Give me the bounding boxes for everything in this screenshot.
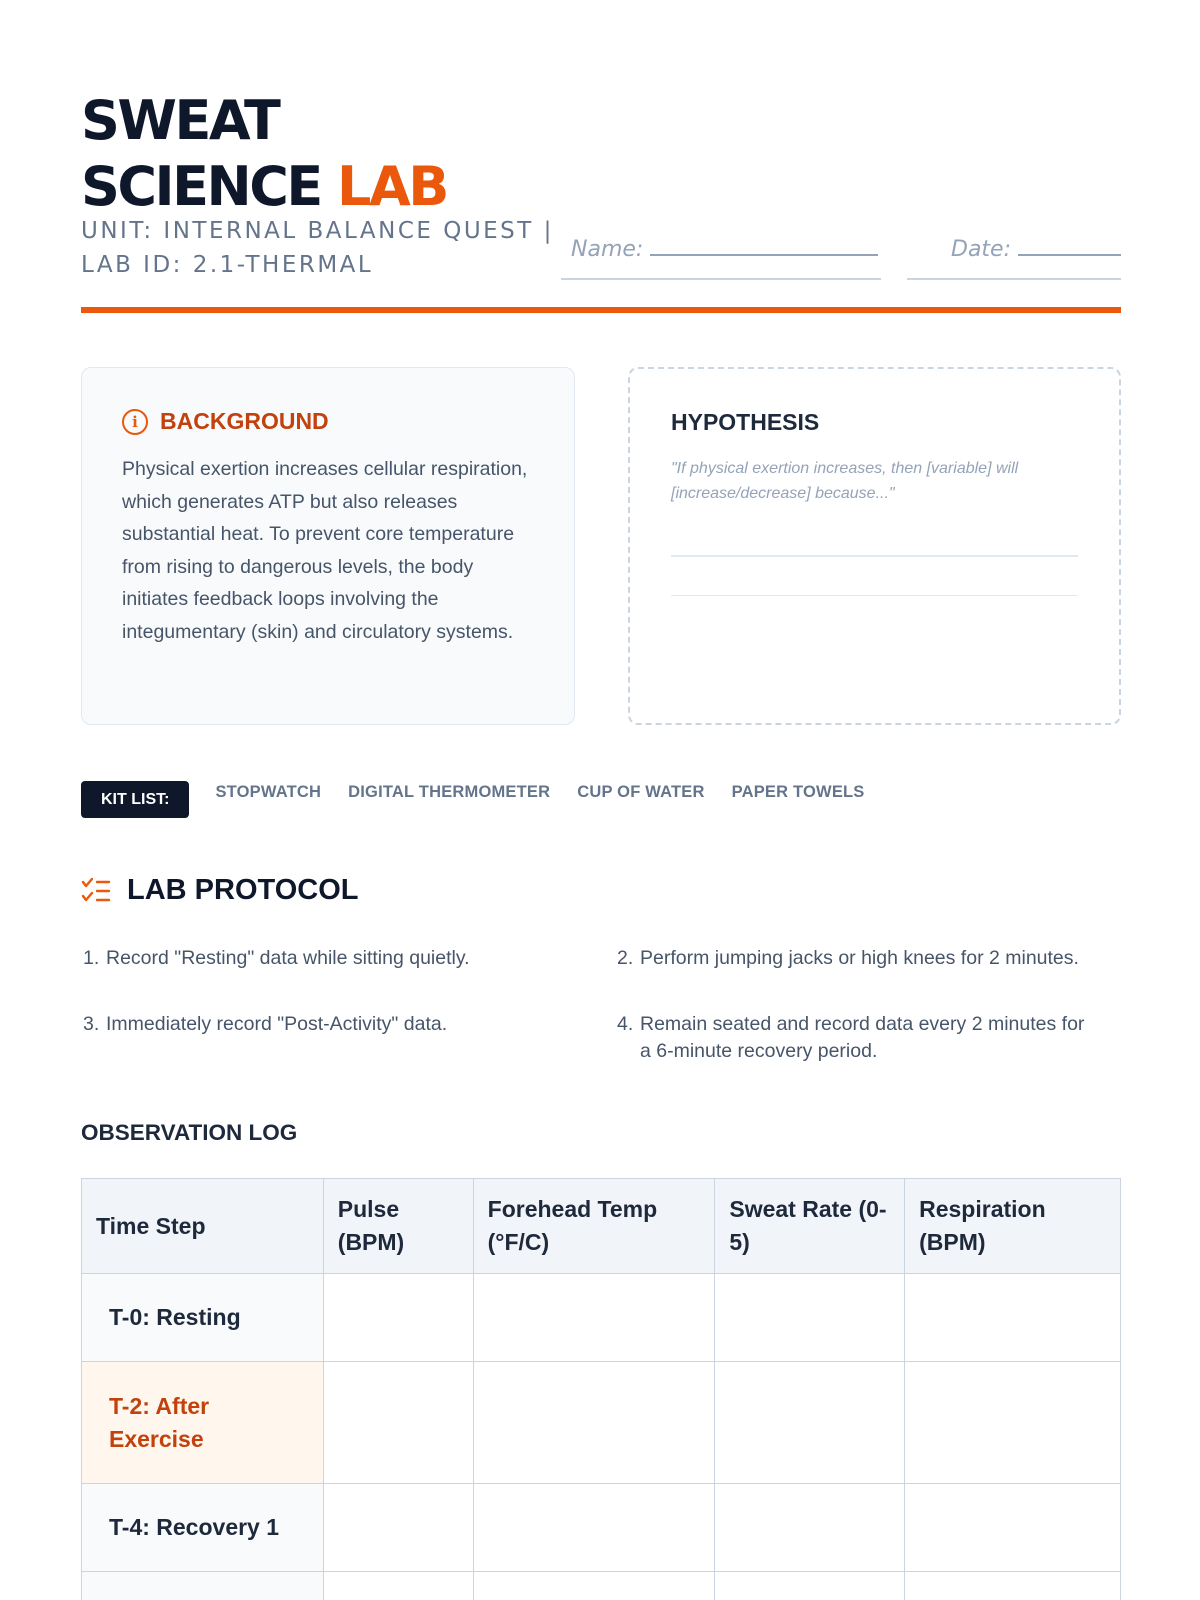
table-row	[82, 1572, 1121, 1600]
hypothesis-card[interactable]	[628, 367, 1121, 725]
row-label: T-4: Recovery 1	[82, 1484, 324, 1572]
column-header: Respiration (BPM)	[905, 1179, 1121, 1274]
step-number: 2.	[617, 947, 634, 969]
kit-list-label: KIT LIST:	[81, 781, 189, 818]
step-text: Remain seated and record data every 2 minutes for a 6-minute recovery period.	[640, 1013, 1085, 1062]
hypothesis-write-line	[671, 595, 1078, 597]
date-field[interactable]	[907, 236, 1121, 280]
step-text: Perform jumping jacks or high knees for 2 minutes.	[640, 947, 1079, 969]
data-cell[interactable]	[715, 1484, 905, 1572]
header-divider	[81, 307, 1121, 313]
protocol-step	[617, 945, 1097, 972]
background-header	[122, 408, 534, 435]
page-title	[81, 88, 447, 220]
data-cell[interactable]	[905, 1274, 1121, 1362]
unit-info	[81, 214, 561, 282]
hypothesis-write-line	[671, 555, 1078, 557]
data-cell[interactable]	[473, 1572, 715, 1600]
kit-item: PAPER TOWELS	[731, 782, 865, 801]
observation-log-heading: OBSERVATION LOG	[81, 1120, 298, 1145]
data-cell[interactable]	[715, 1274, 905, 1362]
table-row	[82, 1274, 1121, 1362]
lab-id-label: LAB ID: 2.1-THERMAL	[81, 252, 374, 278]
data-cell[interactable]	[473, 1274, 715, 1362]
column-header: Pulse (BPM)	[323, 1179, 473, 1274]
title-word-science: SCIENCE	[81, 155, 321, 218]
protocol-header	[81, 874, 358, 907]
background-text: Physical exertion increases cellular respiration, which generates ATP but also releases substantial heat. To prevent core temperature from rising to dangerous levels, the body initiates feedback loops involving the integumentary (skin) and circulatory systems.	[122, 458, 528, 643]
data-cell[interactable]	[323, 1274, 473, 1362]
kit-list	[81, 780, 865, 818]
name-field[interactable]	[561, 236, 881, 280]
protocol-step	[83, 945, 563, 972]
date-label: Date:	[951, 237, 1011, 262]
hypothesis-heading: HYPOTHESIS	[671, 409, 820, 435]
kit-item: CUP OF WATER	[577, 782, 705, 801]
row-label: T-0: Resting	[82, 1274, 324, 1362]
data-cell[interactable]	[473, 1362, 715, 1484]
protocol-heading: LAB PROTOCOL	[127, 874, 359, 906]
data-cell[interactable]	[473, 1484, 715, 1572]
data-cell[interactable]	[905, 1572, 1121, 1600]
table-row	[82, 1362, 1121, 1484]
table-header-row	[82, 1179, 1121, 1274]
step-text: Immediately record "Post-Activity" data.	[106, 1013, 448, 1035]
column-header: Sweat Rate (0-5)	[715, 1179, 905, 1274]
hypothesis-prompt: "If physical exertion increases, then [variable] will [increase/decrease] because..."	[671, 460, 1019, 502]
kit-item: DIGITAL THERMOMETER	[348, 782, 551, 801]
step-number: 1.	[83, 947, 100, 969]
data-cell[interactable]	[715, 1572, 905, 1600]
observation-table	[81, 1178, 1121, 1600]
unit-label: UNIT: INTERNAL BALANCE QUEST |	[81, 218, 554, 244]
step-number: 3.	[83, 1013, 100, 1035]
info-icon: i	[122, 409, 148, 435]
row-label: T-2: After Exercise	[82, 1362, 324, 1484]
title-word-lab: LAB	[337, 155, 447, 218]
data-cell[interactable]	[905, 1484, 1121, 1572]
kit-item: STOPWATCH	[215, 782, 322, 801]
row-label	[82, 1572, 324, 1600]
name-label: Name:	[571, 237, 644, 262]
data-cell[interactable]	[323, 1362, 473, 1484]
data-cell[interactable]	[323, 1484, 473, 1572]
title-line-1: SWEAT	[81, 89, 279, 152]
background-card	[81, 367, 575, 725]
checklist-icon	[81, 877, 111, 905]
step-text: Record "Resting" data while sitting quietly.	[106, 947, 470, 969]
data-cell[interactable]	[905, 1362, 1121, 1484]
protocol-step	[83, 1011, 563, 1038]
date-blank-line	[1018, 236, 1121, 256]
column-header: Time Step	[82, 1179, 324, 1274]
table-row	[82, 1484, 1121, 1572]
protocol-step	[617, 1011, 1097, 1065]
title-line-2	[81, 154, 447, 220]
step-number: 4.	[617, 1013, 634, 1035]
column-header: Forehead Temp (°F/C)	[473, 1179, 715, 1274]
background-heading: BACKGROUND	[160, 408, 329, 434]
name-blank-line	[650, 236, 878, 256]
data-cell[interactable]	[715, 1362, 905, 1484]
data-cell[interactable]	[323, 1572, 473, 1600]
